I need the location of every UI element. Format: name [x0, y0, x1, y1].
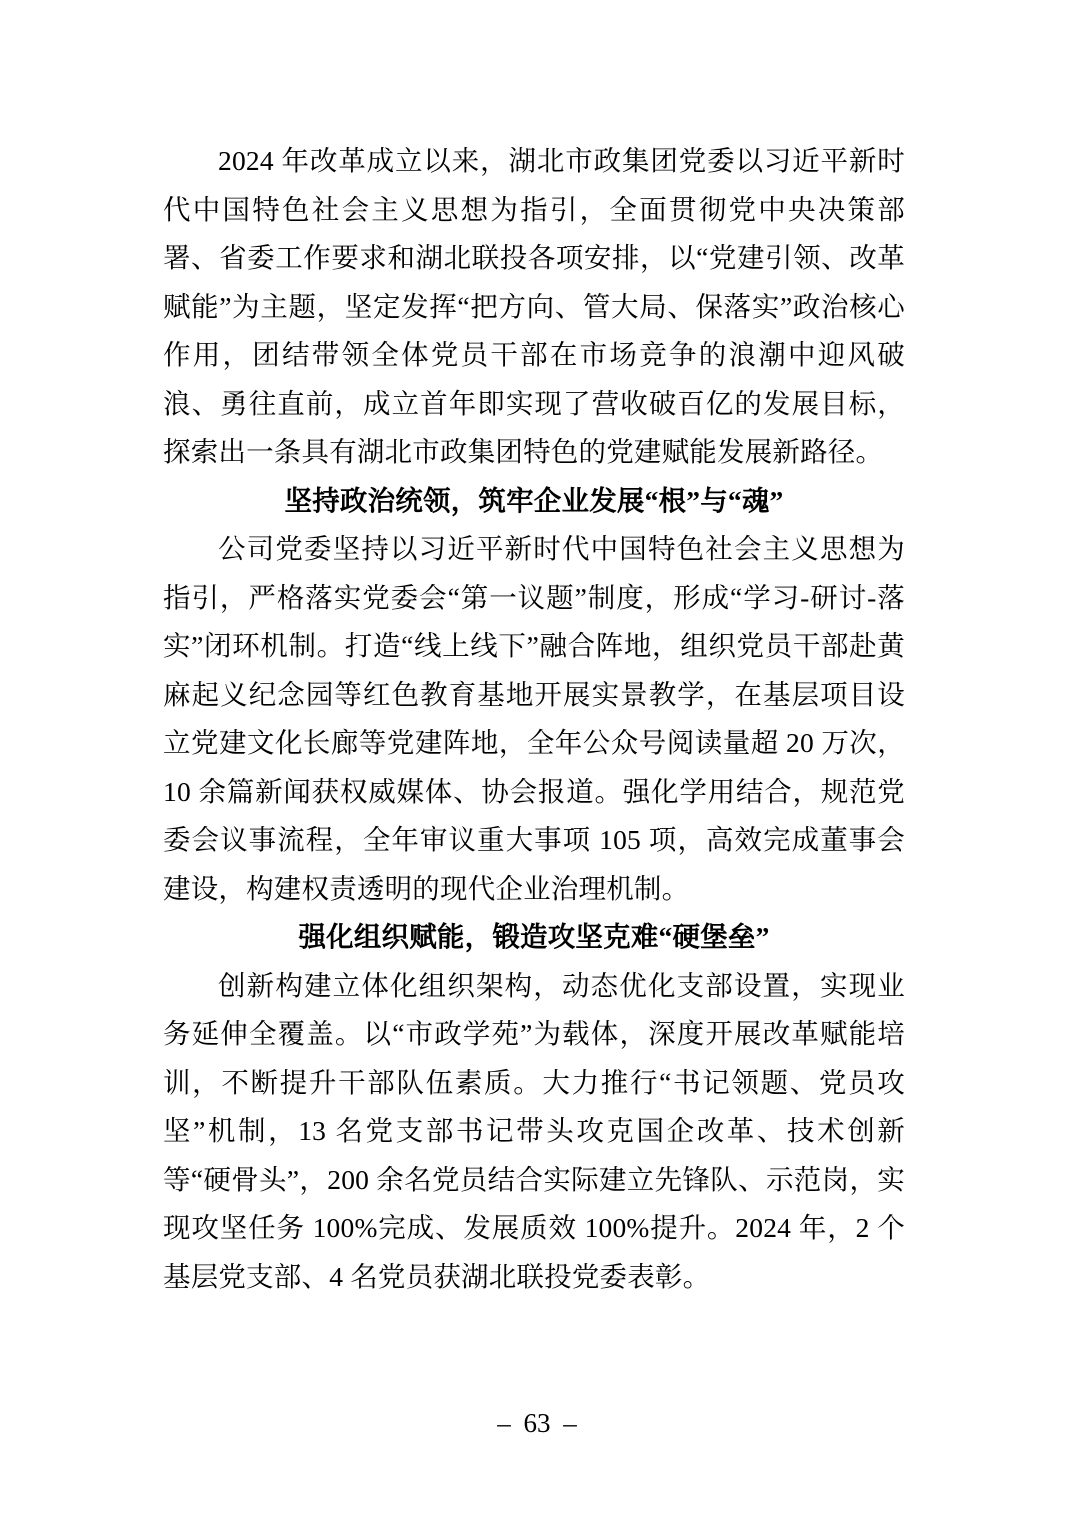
document-body	[163, 137, 905, 1301]
paragraph-intro: 2024 年改革成立以来，湖北市政集团党委以习近平新时代中国特色社会主义思想为指引，全面贯彻党中央决策部署、省委工作要求和湖北联投各项安排，以“党建引领、改革赋能”为主题，坚定发挥“把方向、管大局、保落实”政治核心作用，团结带领全体党员干部在市场竞争的浪潮中迎风破浪、勇往直前，成立首年即实现了营收破百亿的发展目标，探索出一条具有湖北市政集团特色的党建赋能发展新路径。	[163, 145, 905, 467]
section-heading-organization: 强化组织赋能，锻造攻坚克难“硬堡垒”	[298, 921, 770, 952]
paragraph-organization: 创新构建立体化组织架构，动态优化支部设置，实现业务延伸全覆盖。以“市政学苑”为载体，深度开展改革赋能培训，不断提升干部队伍素质。大力推行“书记领题、党员攻坚”机制，13 名党支部书记带头攻克国企改革、技术创新等“硬骨头”，200 余名党员结合实际建立先锋队、示范岗，实现攻坚任务 100%完成、发展质效 100%提升。2024 年，2 个基层党支部、4 名党员获湖北联投党委表彰。	[163, 969, 905, 1292]
section-heading-political-leadership: 坚持政治统领，筑牢企业发展“根”与“魂”	[284, 484, 784, 516]
page-number: – 63 –	[497, 1408, 577, 1438]
paragraph-political-leadership: 公司党委坚持以习近平新时代中国特色社会主义思想为指引，严格落实党委会“第一议题”制度，形成“学习-研讨-落实”闭环机制。打造“线上线下”融合阵地，组织党员干部赴黄麻起义纪念园等红色教育基地开展实景教学，在基层项目设立党建文化长廊等党建阵地，全年公众号阅读量超 20 万次，10 余篇新闻获权威媒体、协会报道。强化学用结合，规范党委会议事流程，全年审议重大事项 105 项，高效完成董事会建设，构建权责透明的现代企业治理机制。	[163, 533, 905, 904]
